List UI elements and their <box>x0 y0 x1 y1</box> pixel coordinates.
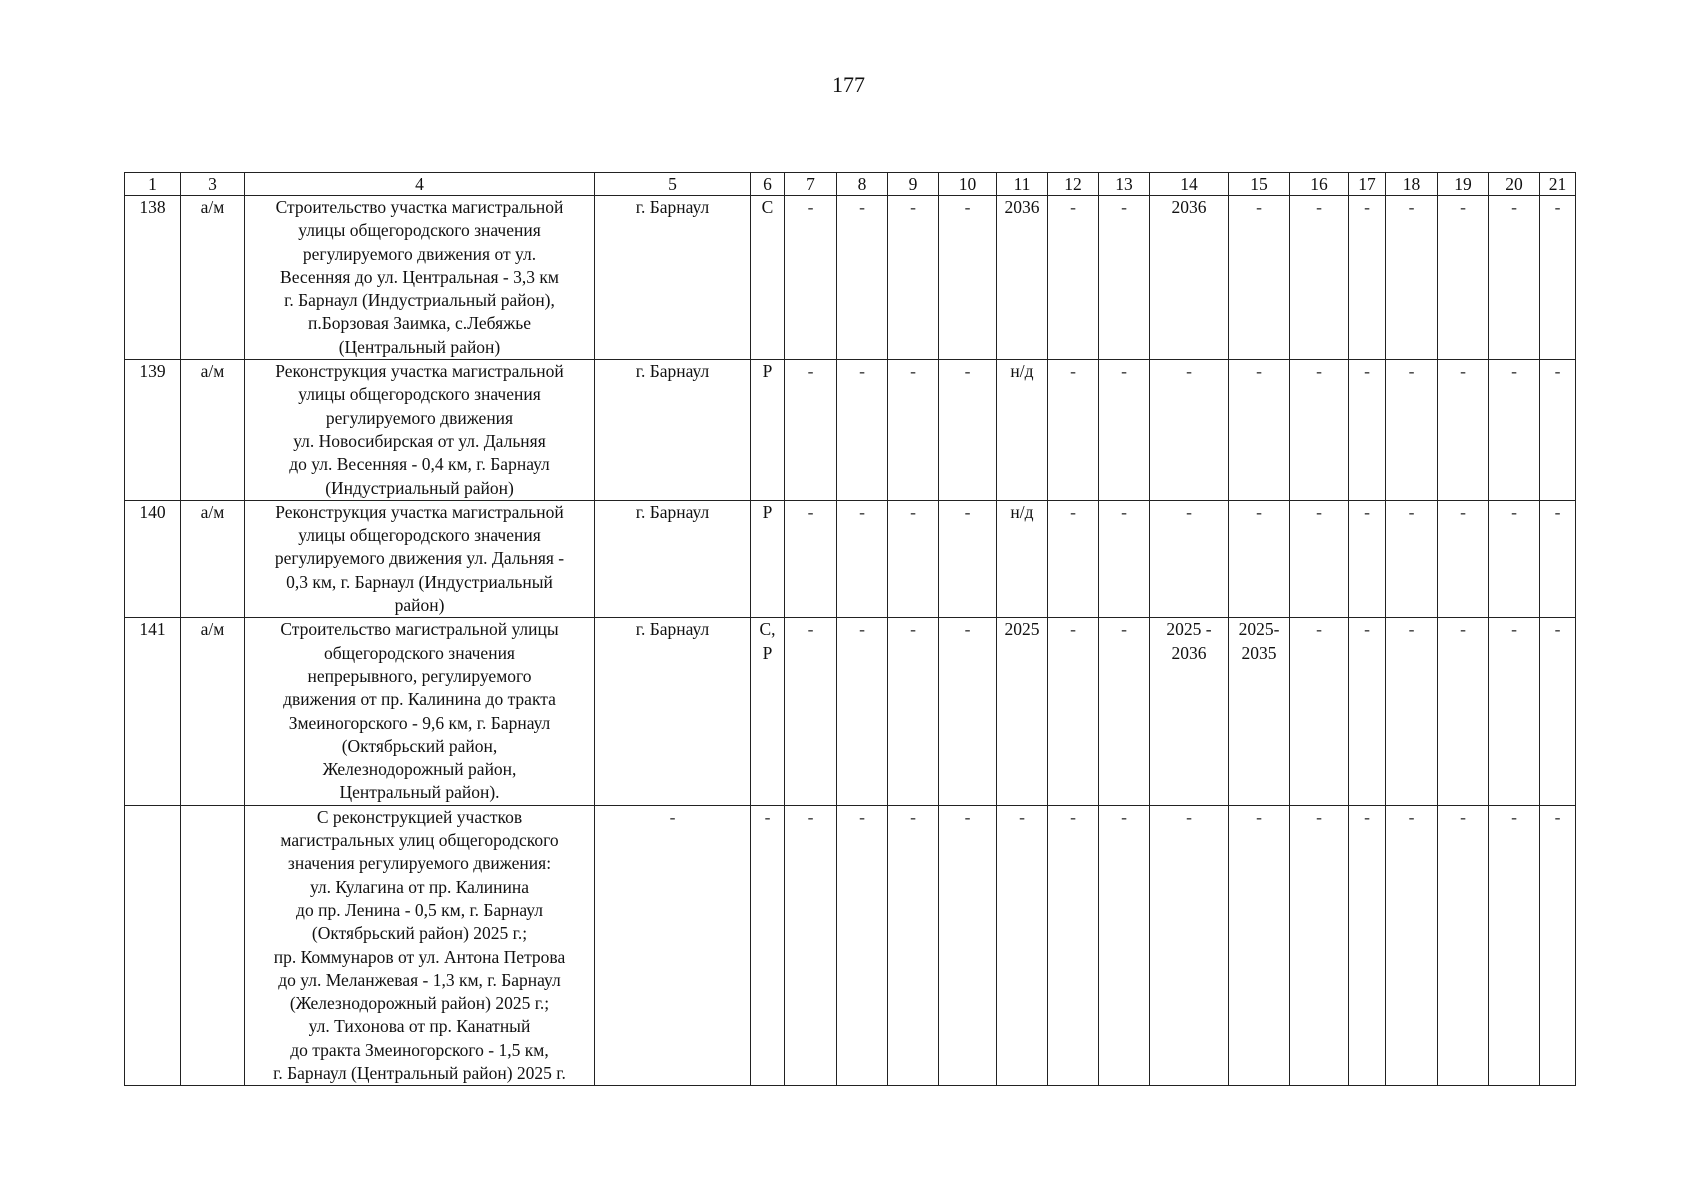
table-cell: н/д <box>997 360 1048 501</box>
table-cell: - <box>785 500 837 617</box>
table-cell: - <box>1229 805 1290 1086</box>
table-cell: г. Барнаул <box>595 196 751 360</box>
table-cell: 2025 <box>997 618 1048 805</box>
table-cell: - <box>997 805 1048 1086</box>
description-cell: Строительство магистральной улицы общегородского значения непрерывного, регулируемого движения от пр. Калинина до тракта Змеиногорского - 9,6 км, г. Барнаул (Октябрьский район, Железнодорожный район, Центральный район). <box>245 618 595 805</box>
column-header: 5 <box>595 173 751 196</box>
column-header: 9 <box>888 173 939 196</box>
description-cell: Строительство участка магистральной улицы общегородского значения регулируемого движения от ул. Весенняя до ул. Центральная - 3,3 км г. Барнаул (Индустриальный район), п.Борзовая Заимка, с.Лебяжье (Центральный район) <box>245 196 595 360</box>
description-cell: Реконструкция участка магистральной улицы общегородского значения регулируемого движения ул. Новосибирская от ул. Дальняя до ул. Весенняя - 0,4 км, г. Барнаул (Индустриальный район) <box>245 360 595 501</box>
table-cell: - <box>1048 618 1099 805</box>
table-cell: а/м <box>181 500 245 617</box>
table-cell: - <box>1540 805 1576 1086</box>
table-cell: - <box>1386 500 1438 617</box>
table-cell: - <box>1489 196 1540 360</box>
column-header: 12 <box>1048 173 1099 196</box>
column-header: 21 <box>1540 173 1576 196</box>
column-header: 3 <box>181 173 245 196</box>
table-cell: - <box>1048 500 1099 617</box>
table-cell: - <box>751 805 785 1086</box>
table-row <box>125 196 1576 360</box>
table-cell: Р <box>751 500 785 617</box>
table-cell: - <box>837 500 888 617</box>
table-cell: - <box>1349 500 1386 617</box>
description-cell: Реконструкция участка магистральной улицы общегородского значения регулируемого движения ул. Дальняя - 0,3 км, г. Барнаул (Индустриальный район) <box>245 500 595 617</box>
column-header: 20 <box>1489 173 1540 196</box>
table-cell: - <box>939 360 997 501</box>
column-header: 6 <box>751 173 785 196</box>
table-cell: - <box>888 360 939 501</box>
column-header: 1 <box>125 173 181 196</box>
header-row <box>125 173 1576 196</box>
table-cell: - <box>785 360 837 501</box>
table-cell: - <box>1150 805 1229 1086</box>
column-header: 11 <box>997 173 1048 196</box>
table-cell: - <box>1489 618 1540 805</box>
table-cell: - <box>1489 805 1540 1086</box>
table-cell: - <box>1438 360 1489 501</box>
table-cell: - <box>837 196 888 360</box>
table-cell: - <box>1386 618 1438 805</box>
table-cell: н/д <box>997 500 1048 617</box>
table-cell: - <box>939 805 997 1086</box>
table-cell: - <box>785 805 837 1086</box>
table-cell: г. Барнаул <box>595 500 751 617</box>
table-cell: С, Р <box>751 618 785 805</box>
table-cell: - <box>1386 805 1438 1086</box>
table-cell: - <box>1099 360 1150 501</box>
page-number: 177 <box>832 72 865 97</box>
table-cell <box>125 805 181 1086</box>
column-header: 7 <box>785 173 837 196</box>
table-cell: - <box>1099 196 1150 360</box>
table-cell: - <box>595 805 751 1086</box>
table-cell: - <box>1150 500 1229 617</box>
table-cell: - <box>1438 805 1489 1086</box>
table-cell: - <box>888 618 939 805</box>
table-cell: - <box>1540 500 1576 617</box>
table-cell: - <box>888 500 939 617</box>
table-cell: 140 <box>125 500 181 617</box>
column-header: 19 <box>1438 173 1489 196</box>
table-cell: г. Барнаул <box>595 618 751 805</box>
table-cell: 141 <box>125 618 181 805</box>
table-cell: - <box>1290 360 1349 501</box>
table-cell: - <box>1349 618 1386 805</box>
table-cell: - <box>1438 500 1489 617</box>
table-cell: - <box>1150 360 1229 501</box>
table-cell: - <box>1540 618 1576 805</box>
column-header: 15 <box>1229 173 1290 196</box>
column-header: 4 <box>245 173 595 196</box>
column-header: 18 <box>1386 173 1438 196</box>
table-cell: - <box>1540 360 1576 501</box>
column-header: 16 <box>1290 173 1349 196</box>
table-cell: - <box>1290 500 1349 617</box>
data-table <box>124 172 1576 1086</box>
table-cell: Р <box>751 360 785 501</box>
table-row <box>125 360 1576 501</box>
column-header: 13 <box>1099 173 1150 196</box>
table-cell: - <box>1386 196 1438 360</box>
column-header: 10 <box>939 173 997 196</box>
table-cell: - <box>837 360 888 501</box>
table-row <box>125 805 1576 1086</box>
table-cell: - <box>939 196 997 360</box>
table-cell: а/м <box>181 196 245 360</box>
table-cell: - <box>939 618 997 805</box>
table-cell: С <box>751 196 785 360</box>
table-cell: - <box>888 196 939 360</box>
column-header: 17 <box>1349 173 1386 196</box>
table-cell: - <box>888 805 939 1086</box>
description-cell: С реконструкцией участков магистральных улиц общегородского значения регулируемого движения: ул. Кулагина от пр. Калинина до пр. Ленина - 0,5 км, г. Барнаул (Октябрьский район) 2025 г.; пр. Коммунаров от ул. Антона Петрова до ул. Меланжевая - 1,3 км, г. Барнаул (Железнодорожный район) 2025 г.; ул. Тихонова от пр. Канатный до тракта Змеиногорского - 1,5 км, г. Барнаул (Центральный район) 2025 г. <box>245 805 595 1086</box>
table-cell <box>181 805 245 1086</box>
table-cell: - <box>1349 196 1386 360</box>
table-cell: - <box>1438 618 1489 805</box>
table-cell: - <box>1489 360 1540 501</box>
table-cell: 138 <box>125 196 181 360</box>
table-cell: - <box>1048 805 1099 1086</box>
table-cell: - <box>837 618 888 805</box>
table-cell: - <box>1349 805 1386 1086</box>
table-cell: 2036 <box>997 196 1048 360</box>
table-cell: - <box>939 500 997 617</box>
table-cell: - <box>1099 618 1150 805</box>
table-cell: 2025 - 2036 <box>1150 618 1229 805</box>
table-cell: - <box>1099 805 1150 1086</box>
table-cell: - <box>1290 618 1349 805</box>
table-cell: - <box>1048 196 1099 360</box>
table-cell: - <box>1229 500 1290 617</box>
table-cell: г. Барнаул <box>595 360 751 501</box>
table-cell: - <box>1229 196 1290 360</box>
table-cell: - <box>837 805 888 1086</box>
table-cell: - <box>1290 196 1349 360</box>
table-row <box>125 618 1576 805</box>
table-cell: 139 <box>125 360 181 501</box>
column-header: 14 <box>1150 173 1229 196</box>
table-cell: - <box>1438 196 1489 360</box>
table-cell: - <box>1099 500 1150 617</box>
table-cell: - <box>1349 360 1386 501</box>
table-cell: - <box>1489 500 1540 617</box>
table-cell: - <box>1386 360 1438 501</box>
table-cell: - <box>1540 196 1576 360</box>
table-cell: - <box>1048 360 1099 501</box>
table-cell: 2036 <box>1150 196 1229 360</box>
table-cell: - <box>1229 360 1290 501</box>
table-cell: а/м <box>181 618 245 805</box>
table-cell: - <box>785 618 837 805</box>
table-row <box>125 500 1576 617</box>
column-header: 8 <box>837 173 888 196</box>
table-cell: 2025- 2035 <box>1229 618 1290 805</box>
table-cell: - <box>1290 805 1349 1086</box>
table-cell: - <box>785 196 837 360</box>
table-cell: а/м <box>181 360 245 501</box>
